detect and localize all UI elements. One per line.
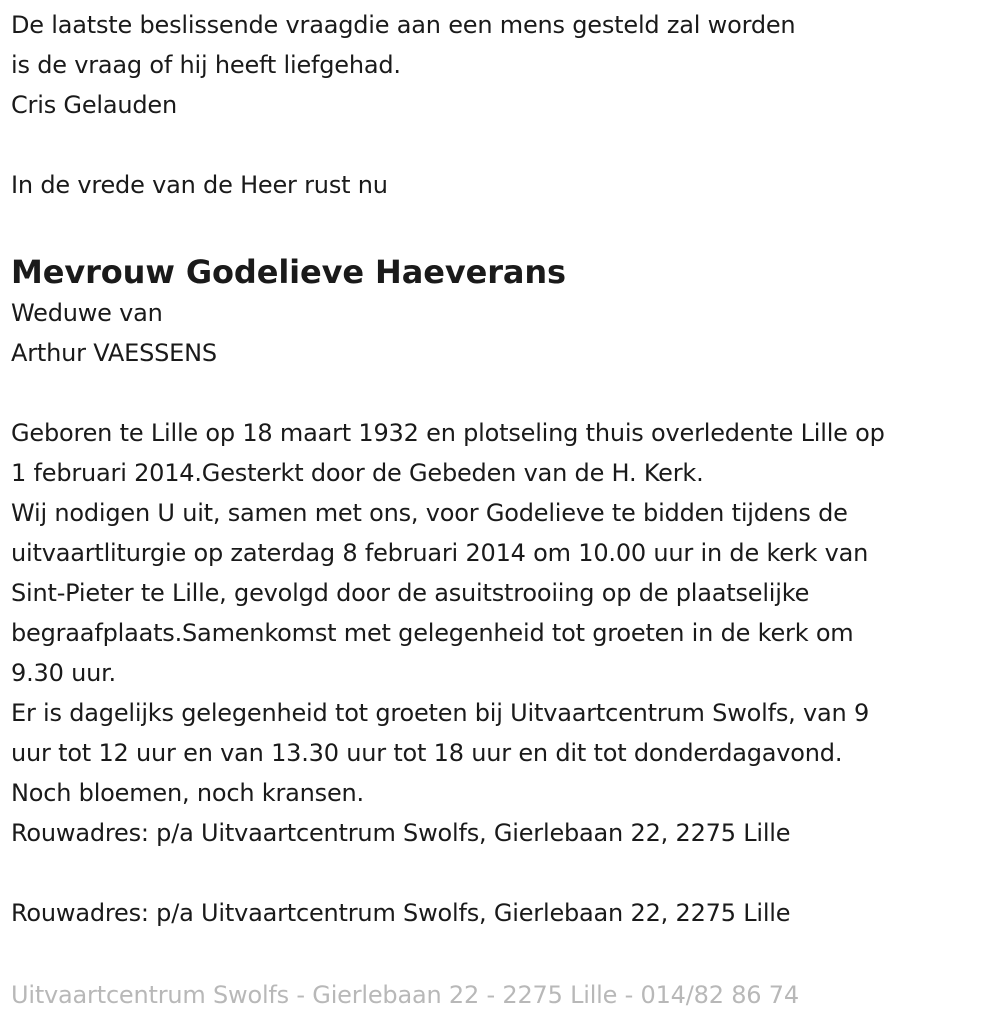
obituary-document (11, 0, 991, 933)
relation-text: Weduwe van (11, 299, 163, 327)
intro-text: In de vrede van de Heer rust nu (11, 171, 388, 199)
body-line: uur tot 12 uur en van 13.30 uur tot 18 uur en dit tot donderdagavond. (11, 739, 843, 767)
deceased-name: Mevrouw Godelieve Haeverans (11, 253, 567, 291)
body-line: Sint-Pieter te Lille, gevolgd door de asuitstrooiing op de plaatselijke (11, 579, 810, 607)
body-line: Rouwadres: p/a Uitvaartcentrum Swolfs, Gierlebaan 22, 2275 Lille (11, 819, 791, 847)
body-line: 1 februari 2014.Gesterkt door de Gebeden van de H. Kerk. (11, 459, 704, 487)
body-line: 9.30 uur. (11, 659, 116, 687)
body-line: Geboren te Lille op 18 maart 1932 en plotseling thuis overledente Lille op (11, 419, 885, 447)
body-line: Noch bloemen, noch kransen. (11, 779, 364, 807)
spacer (11, 205, 991, 245)
funeral-home-footer: Uitvaartcentrum Swolfs - Gierlebaan 22 - 2275 Lille - 014/82 86 74 (11, 981, 799, 1009)
spouse-name: Arthur VAESSENS (11, 339, 217, 367)
address-line: Rouwadres: p/a Uitvaartcentrum Swolfs, Gierlebaan 22, 2275 Lille (11, 899, 791, 927)
quote-line: De laatste beslissende vraagdie aan een mens gesteld zal worden (11, 11, 796, 39)
spacer (11, 373, 991, 413)
body-line: Er is dagelijks gelegenheid tot groeten bij Uitvaartcentrum Swolfs, van 9 (11, 699, 870, 727)
spacer (11, 853, 991, 893)
body-line: uitvaartliturgie op zaterdag 8 februari 2014 om 10.00 uur in de kerk van (11, 539, 869, 567)
quote-line: is de vraag of hij heeft liefgehad. (11, 51, 401, 79)
body-line: begraafplaats.Samenkomst met gelegenheid tot groeten in de kerk om (11, 619, 854, 647)
quote-author: Cris Gelauden (11, 91, 177, 119)
spacer (11, 125, 991, 165)
body-line: Wij nodigen U uit, samen met ons, voor Godelieve te bidden tijdens de (11, 499, 848, 527)
